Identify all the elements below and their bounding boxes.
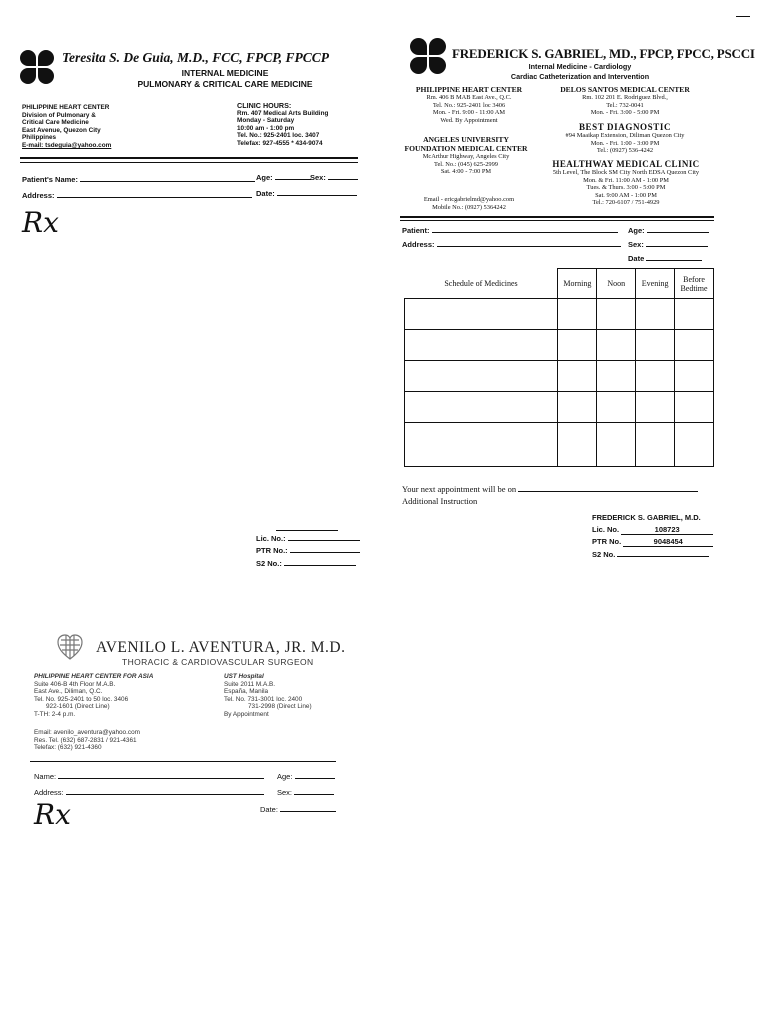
header-evening: Evening [636,269,675,299]
clinic-best-diagnostic: BEST DIAGNOSTIC #94 Maaikap Extension, Diliman Quezon City Mon. - Fri. 1:00 - 3:00 PM Tel.: (0927) 536-4242 [565,122,685,155]
lic-no-field[interactable]: Lic. No.: [256,534,360,543]
address-field[interactable]: Address: [22,191,252,200]
divider [30,761,336,762]
patient-field[interactable]: Patient: [402,226,618,235]
header-before-bedtime: Before Bedtime [675,269,714,299]
address-field[interactable]: Address: [34,788,264,797]
divider [400,220,714,221]
clinic-angeles-university: ANGELES UNIVERSITY FOUNDATION MEDICAL CENTER McArthur Highway, Angeles City Tel. No.: (045) 625-2999 Sat. 4:00 - 7:00 PM [404,135,528,176]
age-field[interactable]: Age: [628,226,709,235]
specialty-line-1: Internal Medicine - Cardiology [528,62,632,71]
table-row[interactable] [405,299,714,330]
divider [400,216,714,218]
ust-block: UST Hospital Suite 2011 M.A.B. España, Manila Tel. No. 731-3001 loc. 2400 731-2998 (Direct Line) By Appointment [224,673,312,718]
doctor-name: Teresita S. De Guia, M.D., FCC, FPCP, FPCCP [62,50,330,65]
divider [20,157,358,159]
clinic-philippine-heart-center: PHILIPPINE HEART CENTER Rm. 406 B MAB East Ave., Q.C. Tel. No.: 925-2401 loc 3406 Mon. - Fri. 9:00 - 11:00 AM Wed. By Appointment [415,85,523,124]
clover-logo-icon [20,50,54,84]
medicine-schedule-table [404,268,714,467]
specialty: THORACIC & CARDIOVASCULAR SURGEON [122,657,314,667]
additional-instruction-label: Additional Instruction [402,496,478,506]
contact-block: Email - ericgabrielmd@yahoo.com Mobile No.: (0927) 5364242 [423,196,515,211]
table-row[interactable] [405,361,714,392]
rx-symbol: Rx [22,206,59,239]
ptr-no-field[interactable]: PTR No. 9048454 [592,537,713,547]
specialty-line-2: PULMONARY & CRITICAL CARE MEDICINE [137,79,313,89]
name-field[interactable]: Name: [34,772,264,781]
date-field[interactable]: Date [628,254,702,263]
header-noon: Noon [597,269,636,299]
specialty-line-2: Cardiac Catheterization and Intervention [510,72,650,81]
table-row[interactable] [405,392,714,423]
clinic-delos-santos: DELOS SANTOS MEDICAL CENTER Rm. 102 201 E. Rodriguez Blvd., Tel.: 732-0041 Mon. - Fri. 3:00 - 5:00 PM [560,85,690,117]
contact-block: Email: avenilo_aventura@yahoo.com Res. Tel. (632) 687-2831 / 921-4361 Telefax: (632) 921-4360 [34,729,140,752]
address-field[interactable]: Address: [402,240,621,249]
header-morning: Morning [558,269,597,299]
rx-symbol: Rx [34,798,71,831]
phca-block: PHILIPPINE HEART CENTER FOR ASIA Suite 406-B 4th Floor M.A.B. East Ave., Diliman, Q.C. Tel. No. 925-2401 to 50 loc. 3406 922-1601 (Direct Line) T-TH: 2-4 p.m. [34,673,154,718]
divider [20,162,358,163]
signatory-name: FREDERICK S. GABRIEL, M.D. [592,513,701,522]
lic-no-field[interactable]: Lic. No. 108723 [592,525,713,535]
patient-name-field[interactable]: Patient's Name: [22,175,255,184]
sex-field[interactable]: Sex: [628,240,708,249]
ptr-no-field[interactable]: PTR No.: [256,546,360,555]
specialty-line-1: INTERNAL MEDICINE [181,68,269,78]
hospital-block: PHILIPPINE HEART CENTER Division of Pulmonary & Critical Care Medicine East Avenue, Quezon City Philippines E-mail: tsdeguia@yahoo.com [22,104,112,149]
heart-logo-icon [56,632,84,662]
table-row[interactable] [405,423,714,467]
doctor-name: FREDERICK S. GABRIEL, MD., FPCP, FPCC, PSCCI [452,46,755,61]
scan-mark [736,16,750,17]
table-header-row [405,269,714,299]
date-field[interactable]: Date: [256,189,357,198]
sex-field[interactable]: Sex: [310,173,358,182]
email-link[interactable]: E-mail: tsdeguia@yahoo.com [22,141,112,149]
signature-line [276,530,338,531]
clinic-healthway: HEALTHWAY MEDICAL CLINIC 5th Level, The Block SM City North EDSA Quezon City Mon. & Fri. 11:00 AM - 1:00 PM Tues. & Thurs. 3:00 - 5:00 PM Sat. 9:00 AM - 1:00 PM Tel.: 720-6107 / 751-4929 [552,159,700,207]
s2-no-field[interactable]: S2 No.: [256,559,356,568]
table-row[interactable] [405,330,714,361]
clinic-hours-block: CLINIC HOURS: Rm. 407 Medical Arts Building Monday - Saturday 10:00 am - 1:00 pm Tel. No.: 925-2401 loc. 3407 Telefax: 927-4555 * 434-9074 [237,101,329,147]
date-field[interactable]: Date: [260,805,336,814]
sex-field[interactable]: Sex: [277,788,334,797]
next-appointment-field[interactable]: Your next appointment will be on [402,484,698,494]
s2-no-field[interactable]: S2 No. [592,550,709,559]
clover-logo-icon [410,38,446,74]
doctor-name: AVENILO L. AVENTURA, JR. M.D. [96,639,346,656]
age-field[interactable]: Age: [256,173,311,182]
age-field[interactable]: Age: [277,772,335,781]
header-schedule: Schedule of Medicines [405,269,558,299]
